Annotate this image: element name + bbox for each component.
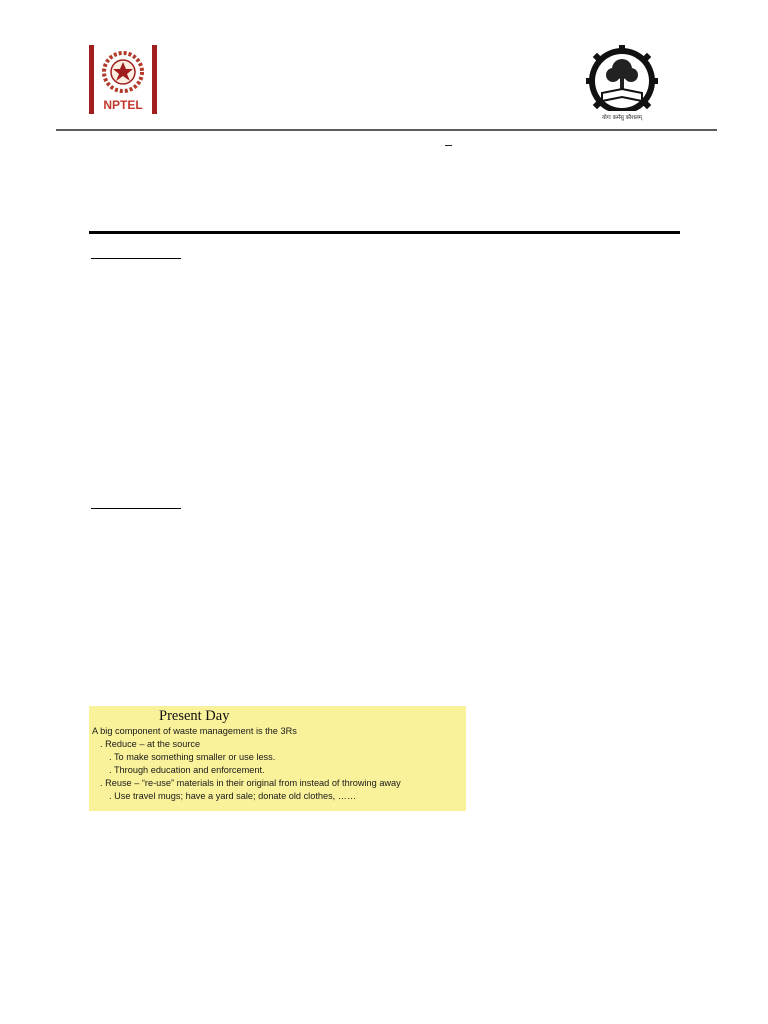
nptel-logo [89, 45, 157, 114]
slide-line: . To make something smaller or use less. [109, 752, 276, 762]
section-heading-underline-1 [91, 258, 181, 259]
slide-image [89, 706, 466, 811]
section-heading-underline-2 [91, 508, 181, 509]
slide-line: . Reduce – at the source [100, 739, 201, 749]
title-rule [89, 231, 680, 234]
slide-line: . Use travel mugs; have a yard sale; donate old clothes, …… [109, 791, 357, 801]
header-rule [56, 129, 717, 131]
nptel-logo-text: NPTEL [103, 98, 143, 112]
iit-emblem-motto: योगः कर्मसु कौशलम् [602, 115, 642, 121]
slide-line: . Reuse – “re-use” materials in their original from instead of throwing away [100, 778, 401, 788]
slide-line: . Through education and enforcement. [109, 765, 265, 775]
slide-line: A big component of waste management is the 3Rs [92, 726, 297, 736]
slide-title: Present Day [159, 708, 230, 724]
iit-kharagpur-emblem [584, 45, 660, 123]
header-mark [445, 145, 452, 146]
